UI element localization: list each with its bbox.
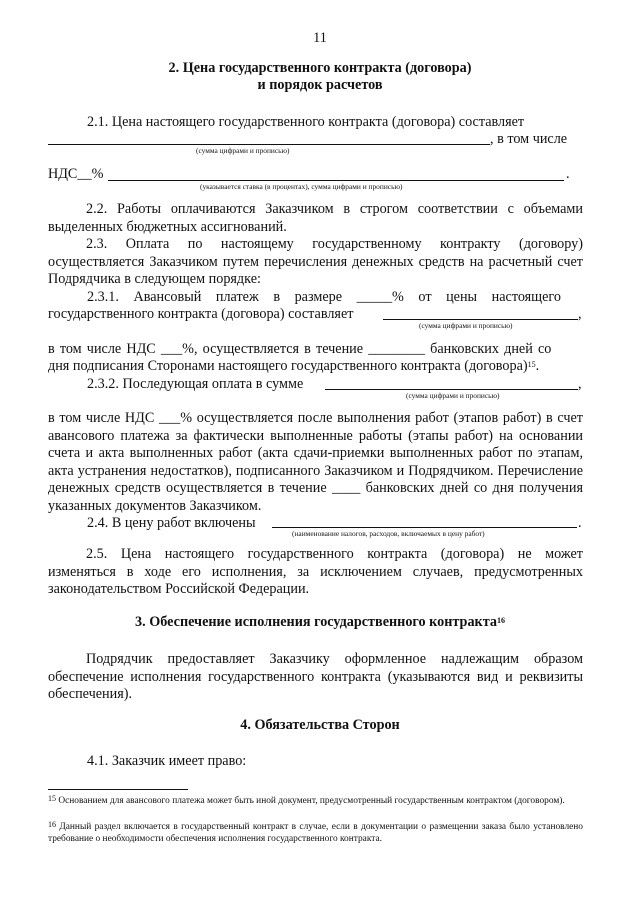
clause-2-2: 2.2. Работы оплачиваются Заказчиком в строгом соответствии с объемами выделенных бюджетных ассигнований.: [48, 201, 583, 235]
clause-2-3: 2.3. Оплата по настоящему государственному контракту (договору) осуществляется Заказчиком путем перечисления денежных средств на расчетный счет Подрядчика в следующем порядке:: [48, 236, 583, 288]
clause-2-3-1-line3: в том числе НДС ___%, осуществляется в течение ________ банковских дней со: [48, 341, 552, 357]
blank-line-advance: [383, 319, 578, 320]
blank-line-vat: [108, 180, 564, 181]
section-3-paragraph: Подрядчик предоставляет Заказчику оформленное надлежащим образом обеспечение исполнения государственного контракта (указываются вид и реквизиты обеспечения).: [48, 651, 583, 703]
footnote-ref-15[interactable]: 15: [527, 360, 536, 369]
footnote-ref-16[interactable]: 16: [496, 616, 505, 625]
footnote-16-number: 16: [48, 820, 56, 829]
page-number: 11: [313, 30, 327, 46]
section-2-title-line1: 2. Цена государственного контракта (договора): [168, 60, 472, 76]
vat-line-end: .: [566, 166, 570, 182]
footnote-separator: [48, 789, 188, 790]
clause-2-3-2-line1: 2.3.2. Последующая оплата в сумме: [87, 376, 304, 392]
caption-subsequent: (сумма цифрами и прописью): [406, 391, 500, 400]
footnote-16: $^{16}$ Данный раздел включается в государственный контракт в случае, если в документации о размещении заказа было установлено требование о необходимости обеспечения исполнения государственного контракта.: [48, 820, 583, 845]
footnote-15-number: 15: [48, 794, 56, 803]
clause-4-1: 4.1. Заказчик имеет право:: [87, 753, 247, 769]
clause-2-1-text: 2.1. Цена настоящего государственного контракта (договора) составляет: [87, 114, 525, 130]
footnote-15: $^{15}$ Основанием для авансового платежа может быть иной документ, предусмотренный государственным контрактом (договором).: [48, 794, 565, 806]
caption-advance: (сумма цифрами и прописью): [419, 321, 513, 330]
clause-2-3-1-line4: дня подписания Сторонами настоящего государственного контракта (договора)$^{15}$.: [48, 358, 540, 374]
clause-2-3-1-comma: ,: [578, 306, 582, 322]
caption-included: (наименование налогов, расходов, включаемых в цену работ): [292, 529, 485, 538]
caption-vat: (указывается ставка (в процентах), сумма цифрами и прописью): [200, 182, 403, 191]
clause-2-4-text: 2.4. В цену работ включены: [87, 515, 256, 531]
clause-2-3-1-line2: государственного контракта (договора) составляет: [48, 306, 354, 322]
clause-2-3-1-line1: 2.3.1. Авансовый платеж в размере _____% от цены настоящего: [87, 289, 561, 305]
blank-line-subsequent: [325, 389, 578, 390]
clause-2-4-end: .: [578, 515, 582, 531]
clause-2-3-2-comma: ,: [578, 376, 582, 392]
clause-2-5: 2.5. Цена настоящего государственного контракта (договора) не может изменяться в ходе его исполнения, за исключением случаев, предусмотренных законодательством Российской Федерации.: [48, 546, 583, 598]
blank-line-included: [272, 527, 577, 528]
clause-2-1-tail: , в том числе: [490, 131, 568, 147]
section-3-title: 3. Обеспечение исполнения государственного контракта$^{16}$: [135, 614, 505, 630]
vat-label: НДС__%: [48, 166, 104, 182]
caption-amount: (сумма цифрами и прописью): [196, 146, 290, 155]
section-2-title-line2: и порядок расчетов: [257, 77, 383, 93]
blank-line-price: [48, 144, 490, 145]
section-4-title: 4. Обязательства Сторон: [240, 717, 400, 733]
clause-2-3-2-body: в том числе НДС ___% осуществляется после выполнения работ (этапов работ) в счет авансового платежа за фактически выполненные работы (этапы работ) на основании счета и акта выполненных работ (акта сдачи-приемки выполненных работ по этапам, акта устранения недостатков), подписанного Заказчиком и Подрядчиком. Перечисление денежных средств осуществляется в течение ____ банковских дней со дня получения указанных документов Заказчиком.: [48, 410, 583, 514]
